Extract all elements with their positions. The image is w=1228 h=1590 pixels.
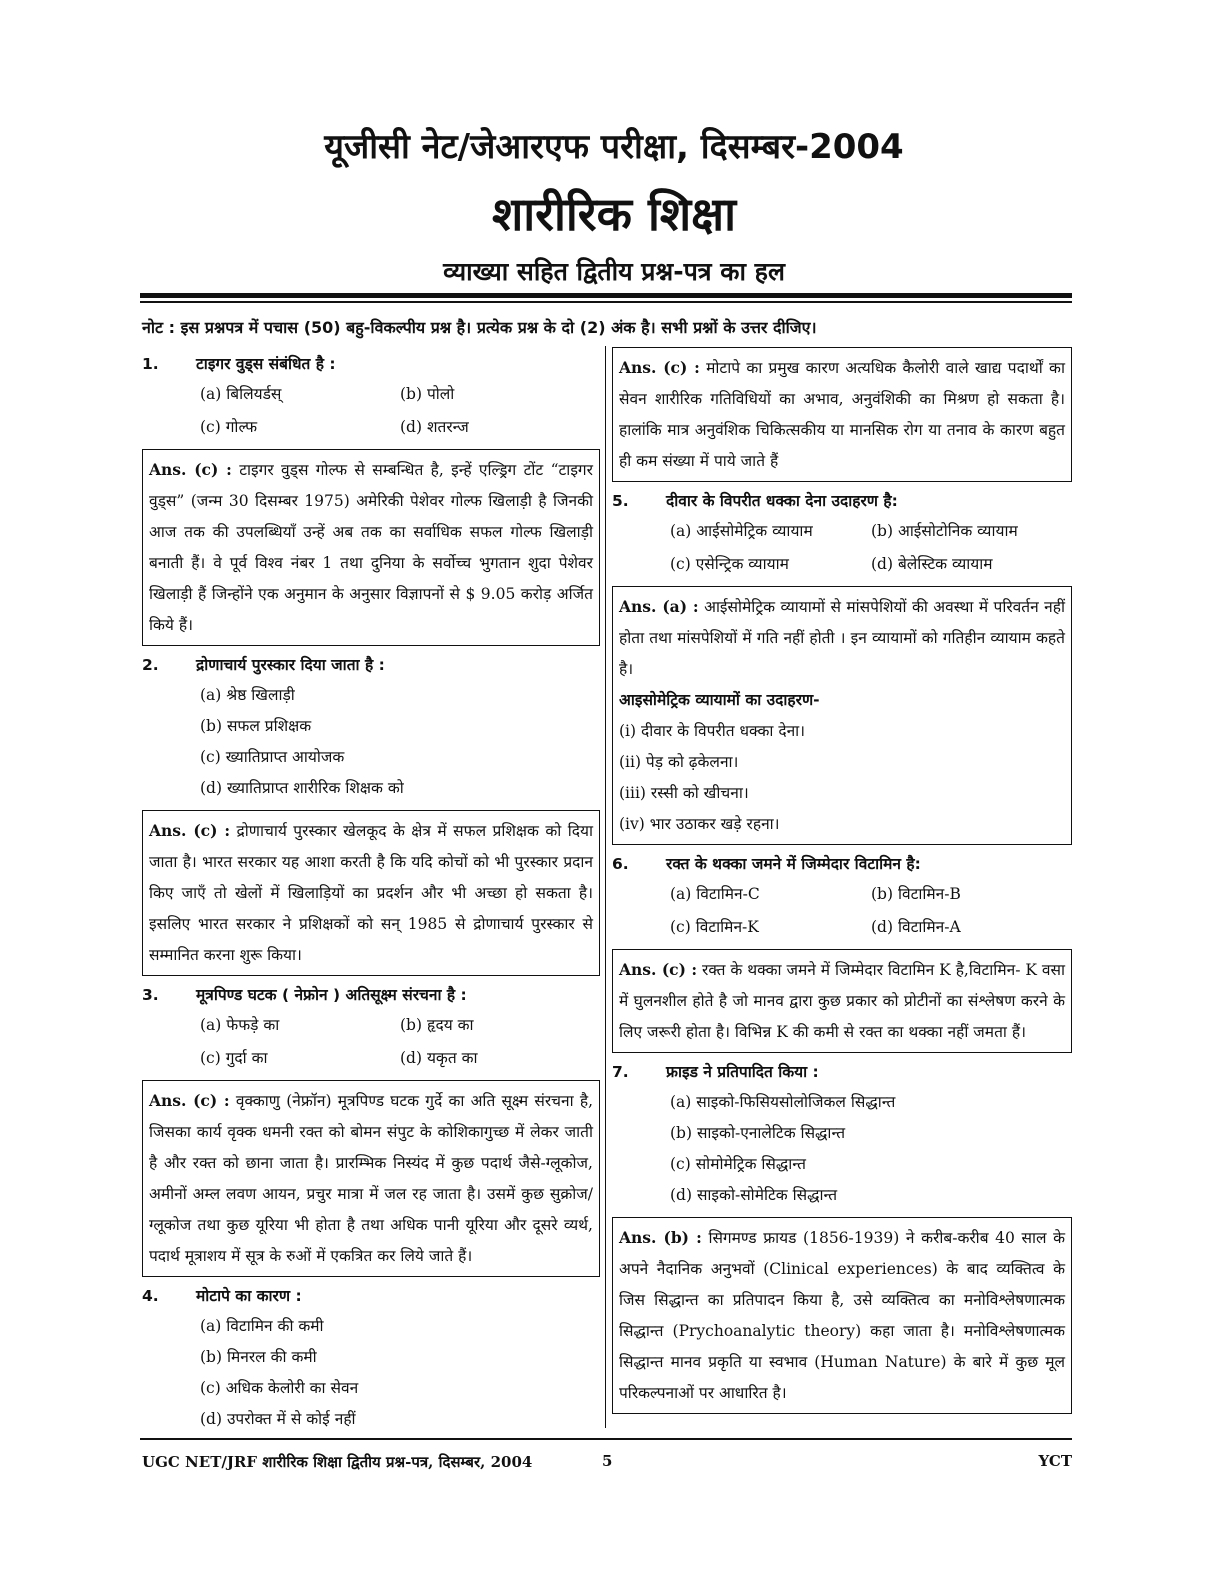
option-a: (a) फेफड़े का: [200, 1016, 280, 1034]
exam-title: यूजीसी नेट/जेआरएफ परीक्षा, दिसम्बर-2004: [324, 127, 904, 167]
option-a: (a) विटामिन-C: [670, 885, 760, 903]
example-item: (ii) पेड़ को ढ़केलना।: [619, 753, 739, 771]
question-4: [142, 1281, 600, 1311]
option-b: (b) साइको-एनालेटिक सिद्धान्त: [670, 1124, 846, 1142]
page-number: 5: [602, 1452, 613, 1470]
question-text: मोटापे का कारण :: [196, 1287, 302, 1305]
question-2: [142, 650, 600, 680]
question-number: 1.: [142, 355, 159, 373]
publisher-mark: YCT: [1038, 1452, 1072, 1470]
option-d: (d) उपरोक्त में से कोई नहीं: [200, 1410, 356, 1428]
answer-text: सिगमण्ड फ्रायड (1856-1939) ने करीब-करीब 40 साल के अपने नैदानिक अनुभवों (Clinical experiences) के बाद व्यक्तित्व के जिस सिद्धान्त का प्रतिपादन किया है, उसे व्यक्तित्व का मनोविश्लेषणात्मक सिद्धान्त (Prychoanalytic theory) कहा जाता है। मनोविश्लेषणात्मक सिद्धान्त मानव प्रकृति या स्वभाव (Human Nature) के बारे में कुछ मूल परिकल्पनाओं पर आधारित है।: [619, 1229, 1066, 1402]
answer-label: Ans. (c) :: [149, 1091, 230, 1110]
option-b: (b) सफल प्रशिक्षक: [200, 717, 312, 735]
answer-label: Ans. (b) :: [619, 1228, 702, 1247]
question-text: द्रोणाचार्य पुरस्कार दिया जाता है :: [196, 656, 385, 674]
question-7: [612, 1057, 1072, 1087]
question-6: [612, 849, 1072, 879]
option-d: (d) ख्यातिप्राप्त शारीरिक शिक्षक को: [200, 779, 404, 797]
option-b: (b) मिनरल की कमी: [200, 1348, 317, 1366]
option-a: (a) बिलियर्डस्: [200, 385, 282, 403]
answer-text: आईसोमेट्रिक व्यायामों से मांसपेशियों की अवस्था में परिवर्तन नहीं होता तथा मांसपेशियों में गति नहीं होती । इन व्यायामों को गतिहीन व्यायाम कहते है।: [619, 598, 1065, 678]
answer-text: मोटापे का प्रमुख कारण अत्यधिक कैलोरी वाले खाद्य पदार्थों का सेवन शारीरिक गतिविधियों का अभाव, अनुवंशिकी का मिश्रण हो सकता है। हालांकि मात्र अनुवंशिक चिकित्सकीय या मानसिक रोग या तनाव के कारण बहुत ही कम संख्या में पाये जाते हैं: [619, 359, 1065, 470]
footer-rule: [140, 1438, 1072, 1440]
options: [612, 516, 1072, 580]
options: [142, 379, 600, 443]
answer-box-1: [142, 449, 600, 646]
question-number: 4.: [142, 1287, 159, 1305]
option-d: (d) शतरन्ज: [400, 418, 469, 436]
question-number: 5.: [612, 492, 629, 510]
option-b: (b) पोलो: [400, 385, 455, 403]
option-b: (b) आईसोटोनिक व्यायाम: [871, 522, 1018, 540]
option-a: (a) विटामिन की कमी: [200, 1317, 324, 1335]
option-c: (c) ख्यातिप्राप्त आयोजक: [200, 748, 345, 766]
instructions-note: नोट : इस प्रश्नपत्र में पचास (50) बहु-विकल्पीय प्रश्न है। प्रत्येक प्रश्न के दो (2) अंक है। सभी प्रश्नों के उत्तर दीजिए।: [142, 318, 817, 337]
answer-box-6: [612, 949, 1072, 1053]
option-a: (a) श्रेष्ठ खिलाड़ी: [200, 686, 295, 704]
subject-title: शारीरिक शिक्षा: [491, 187, 737, 241]
options: [142, 680, 600, 804]
right-column: [612, 345, 1072, 1418]
option-b: (b) हृदय का: [400, 1016, 474, 1034]
answer-label: Ans. (c) :: [619, 358, 700, 377]
answer-box-5: [612, 586, 1072, 845]
question-text: टाइगर वुड्स संबंधित है :: [196, 355, 336, 373]
question-number: 7.: [612, 1063, 629, 1081]
option-c: (c) गोल्फ: [200, 418, 258, 436]
option-b: (b) विटामिन-B: [871, 885, 961, 903]
example-item: (iv) भार उठाकर खड़े रहना।: [619, 815, 780, 833]
header-rule-thin: [140, 301, 1072, 303]
option-c: (c) गुर्दा का: [200, 1049, 268, 1067]
question-text: मूत्रपिण्ड घटक ( नेफ्रोन ) अतिसूक्ष्म संरचना है :: [196, 986, 467, 1004]
question-number: 3.: [142, 986, 159, 1004]
option-a: (a) साइको-फिसियसोलोजिकल सिद्धान्त: [670, 1093, 896, 1111]
option-c: (c) अधिक केलोरी का सेवन: [200, 1379, 359, 1397]
option-d: (d) विटामिन-A: [871, 918, 961, 936]
question-1: [142, 349, 600, 379]
answer-text: टाइगर वुड्स गोल्फ से सम्बन्धित है, इन्हें एल्ड्रिग टोंट “टाइगर वुड्स” (जन्म 30 दिसम्बर 1975) अमेरिकी पेशेवर गोल्फ खिलाड़ी है जिनकी आज तक की उपलब्धियाँ उन्हें अब तक का सर्वाधिक सफल गोल्फ खिलाड़ी बनाती हैं। वे पूर्व विश्व नंबर 1 तथा दुनिया के सर्वोच्च भुगतान शुदा पेशेवर खिलाड़ी हैं जिन्होंने एक अनुमान के अनुसार विज्ञापनों से $ 9.05 करोड़ अर्जित किये हैं।: [149, 461, 593, 634]
option-d: (d) साइको-सोमेटिक सिद्धान्त: [670, 1186, 838, 1204]
answer-label: Ans. (c) :: [149, 460, 232, 479]
answer-box-3: [142, 1080, 600, 1277]
answer-label: Ans. (a) :: [619, 597, 699, 616]
answer-box-7: [612, 1217, 1072, 1414]
option-d: (d) बेलेस्टिक व्यायाम: [871, 555, 993, 573]
options: [142, 1010, 600, 1074]
answer-label: Ans. (c) :: [619, 960, 698, 979]
options: [612, 1087, 1072, 1211]
option-c: (c) सोमोमेट्रिक सिद्धान्त: [670, 1155, 806, 1173]
example-item: (iii) रस्सी को खीचना।: [619, 784, 749, 802]
question-5: [612, 486, 1072, 516]
example-item: (i) दीवार के विपरीत धक्का देना।: [619, 722, 806, 740]
options: [142, 1311, 600, 1435]
answer-label: Ans. (c) :: [149, 821, 231, 840]
examples-heading: आइसोमेट्रिक व्यायामों का उदाहरण-: [619, 691, 820, 709]
column-divider: [605, 346, 606, 1428]
answer-text: वृक्काणु (नेफ्रॉन) मूत्रपिण्ड घटक गुर्दे का अति सूक्ष्म संरचना है, जिसका कार्य वृक्क धमनी रक्त को बोमन संपुट के कोशिकागुच्छ में लेकर जाती है और रक्त को छाना जाता है। प्रारम्भिक निस्यंद में कुछ पदार्थ जैसे-ग्लूकोज, अमीनों अम्ल लवण आयन, प्रचुर मात्रा में जल रह जाता है। उसमें कुछ सुक्रोज/ग्लूकोज तथा कुछ यूरिया भी होता है तथा अधिक पानी यूरिया और दूसरे व्यर्थ, पदार्थ मूत्राशय में सूत्र के रुओं में एकत्रित कर लिये जाते हैं।: [149, 1092, 593, 1265]
subtitle: व्याख्या सहित द्वितीय प्रश्न-पत्र का हल: [443, 257, 785, 286]
question-3: [142, 980, 600, 1010]
question-number: 2.: [142, 656, 159, 674]
option-c: (c) एसेन्ट्रिक व्यायाम: [670, 555, 789, 573]
left-column: [142, 345, 600, 1435]
question-text: दीवार के विपरीत धक्का देना उदाहरण है:: [666, 492, 898, 510]
answer-text: द्रोणाचार्य पुरस्कार खेलकूद के क्षेत्र में सफल प्रशिक्षक को दिया जाता है। भारत सरकार यह आशा करती है कि यदि कोचों को भी पुरस्कार प्रदान किए जाएँ तो खेलों में खिलाड़ियों का प्रदर्शन और भी अच्छा हो सकता है। इसलिए भारत सरकार ने प्रशिक्षकों को सन् 1985 से द्रोणाचार्य पुरस्कार से सम्मानित करना शुरू किया।: [149, 822, 593, 964]
answer-box-4: [612, 347, 1072, 482]
header-rule-thick: [140, 293, 1072, 298]
option-d: (d) यकृत का: [400, 1049, 478, 1067]
question-number: 6.: [612, 855, 629, 873]
options: [612, 879, 1072, 943]
answer-text: रक्त के थक्का जमने में जिम्मेदार विटामिन K है,विटामिन- K वसा में घुलनशील होते है जो मानव द्वारा कुछ प्रकार को प्रोटीनों का संश्लेषण करने के लिए जरूरी होता है। विभिन्न K की कमी से रक्त का थक्का नहीं जमता हैं।: [619, 961, 1065, 1041]
question-text: रक्त के थक्का जमने में जिम्मेदार विटामिन है:: [666, 855, 921, 873]
option-c: (c) विटामिन-K: [670, 918, 759, 936]
option-a: (a) आईसोमेट्रिक व्यायाम: [670, 522, 813, 540]
answer-box-2: [142, 810, 600, 976]
question-text: फ्राइड ने प्रतिपादित किया :: [666, 1063, 819, 1081]
footer-title: UGC NET/JRF शारीरिक शिक्षा द्वितीय प्रश्न-पत्र, दिसम्बर, 2004: [142, 1453, 533, 1471]
